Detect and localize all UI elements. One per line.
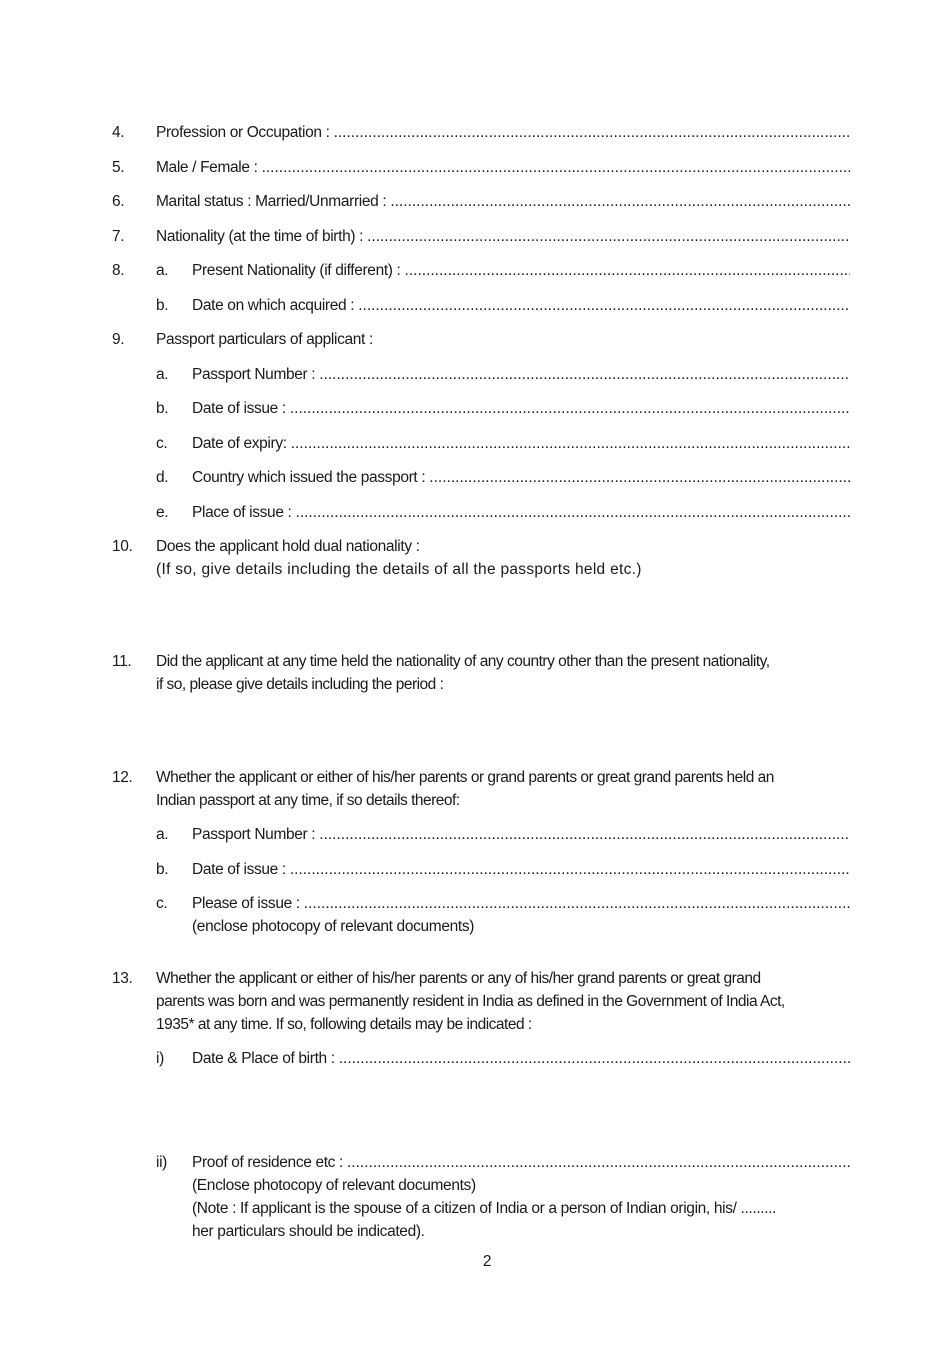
sub-letter: d.	[156, 469, 169, 486]
field-label: Passport Number :	[192, 826, 316, 843]
fill-in-line[interactable]	[339, 1047, 850, 1070]
field-label: Nationality (at the time of birth) :	[156, 228, 364, 245]
field-label: Place of issue :	[192, 504, 292, 521]
question-text-cont: if so, please give details including the period :	[156, 676, 444, 693]
item-number: 13.	[112, 970, 133, 987]
item-number: 11.	[112, 653, 132, 670]
enclosure-note: (enclose photocopy of relevant documents)	[192, 918, 475, 935]
fill-in-line[interactable]	[367, 225, 850, 248]
field-label: Present Nationality (if different) :	[192, 262, 401, 279]
sub-letter: i)	[156, 1050, 164, 1067]
sub-letter: b.	[156, 297, 169, 314]
question-hint: (If so, give details including the details of all the passports held etc.)	[156, 561, 642, 578]
sub-letter: c.	[156, 895, 168, 912]
sub-letter: e.	[156, 504, 169, 521]
fill-in-line[interactable]	[405, 259, 850, 282]
item-number: 4.	[112, 124, 125, 141]
item-number: 6.	[112, 193, 125, 210]
fill-in-line[interactable]	[262, 156, 850, 179]
field-label: Date of issue :	[192, 400, 286, 417]
question-text: Does the applicant hold dual nationality :	[156, 538, 420, 555]
field-label: Male / Female :	[156, 159, 258, 176]
item-number: 7.	[112, 228, 125, 245]
sub-letter: b.	[156, 861, 169, 878]
spouse-note: (Note : If applicant is the spouse of a citizen of India or a person of Indian origin, his/ .........	[192, 1200, 777, 1217]
fill-in-line[interactable]	[290, 397, 850, 420]
spouse-note-cont: her particulars should be indicated).	[192, 1223, 425, 1240]
item-number: 12.	[112, 769, 133, 786]
sub-letter: b.	[156, 400, 169, 417]
fill-in-line[interactable]	[358, 294, 850, 317]
fill-in-line[interactable]	[390, 190, 850, 213]
fill-in-line[interactable]	[347, 1151, 850, 1174]
field-label: Please of issue :	[192, 895, 300, 912]
fill-in-line[interactable]	[290, 858, 850, 881]
sub-letter: ii)	[156, 1154, 167, 1171]
field-label: Passport Number :	[192, 366, 316, 383]
field-label: Date on which acquired :	[192, 297, 355, 314]
field-label: Proof of residence etc :	[192, 1154, 343, 1171]
fill-in-line[interactable]	[319, 363, 850, 386]
item-number: 9.	[112, 331, 125, 348]
field-label: Date & Place of birth :	[192, 1050, 335, 1067]
section-heading: Passport particulars of applicant :	[156, 331, 373, 348]
field-label: Profession or Occupation :	[156, 124, 330, 141]
fill-in-line[interactable]	[304, 892, 850, 915]
question-text-cont: parents was born and was permanently resident in India as defined in the Government of India Act,	[156, 993, 785, 1010]
sub-letter: c.	[156, 435, 168, 452]
fill-in-line[interactable]	[334, 121, 850, 144]
fill-in-line[interactable]	[291, 432, 850, 455]
question-text-cont: 1935* at any time. If so, following details may be indicated :	[156, 1016, 532, 1033]
sub-letter: a.	[156, 366, 169, 383]
item-number: 5.	[112, 159, 125, 176]
question-text: Did the applicant at any time held the nationality of any country other than the present nationality,	[156, 653, 770, 670]
field-label: Country which issued the passport :	[192, 469, 426, 486]
fill-in-line[interactable]	[296, 501, 850, 524]
item-number: 10.	[112, 538, 133, 555]
question-text: Whether the applicant or either of his/her parents or grand parents or great grand parents held an	[156, 769, 774, 786]
fill-in-line[interactable]	[429, 466, 850, 489]
field-label: Marital status : Married/Unmarried :	[156, 193, 387, 210]
field-label: Date of issue :	[192, 861, 286, 878]
field-label: Date of expiry:	[192, 435, 287, 452]
page-number: 2	[482, 1253, 492, 1270]
sub-letter: a.	[156, 826, 169, 843]
question-text: Whether the applicant or either of his/her parents or any of his/her grand parents or great grand	[156, 970, 761, 987]
fill-in-line[interactable]	[319, 823, 850, 846]
enclosure-note: (Enclose photocopy of relevant documents)	[192, 1177, 476, 1194]
item-number: 8.	[112, 262, 125, 279]
sub-letter: a.	[156, 262, 169, 279]
question-text-cont: Indian passport at any time, if so details thereof:	[156, 792, 460, 809]
